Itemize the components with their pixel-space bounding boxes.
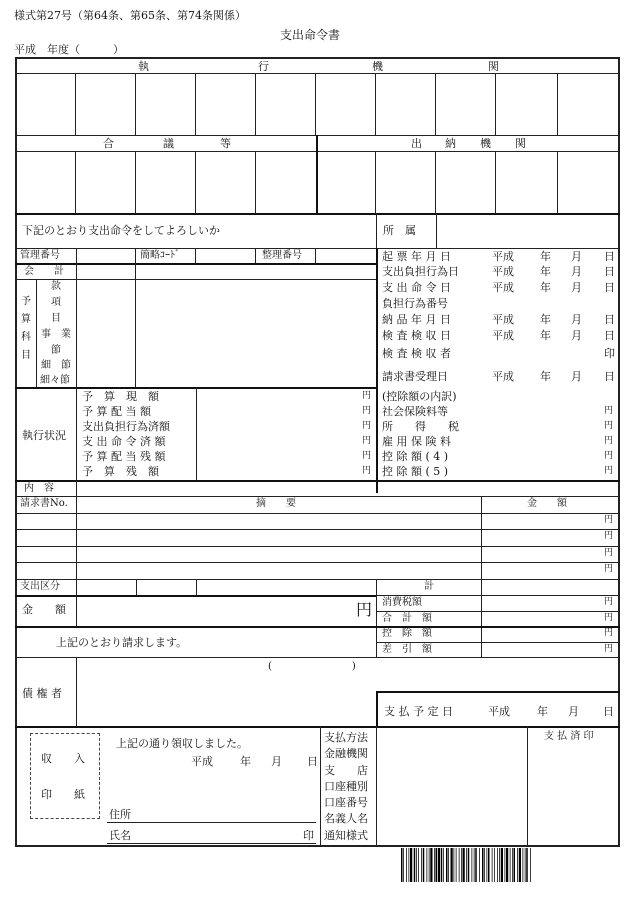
right-date-year-3: 年 bbox=[540, 281, 551, 294]
receipt-date-era: 平成 bbox=[191, 755, 213, 768]
barcode-bar bbox=[443, 848, 444, 882]
barcode-bar bbox=[474, 848, 475, 882]
deduction-row-2: 所 得 税 bbox=[382, 420, 459, 433]
received-statement: 上記の通り領収しました。 bbox=[116, 737, 248, 750]
right-date-label-3: 支 出 命 令 日 bbox=[382, 281, 451, 294]
right-date-era-8: 平成 bbox=[492, 370, 514, 383]
barcode bbox=[401, 848, 620, 882]
seikyu-yen-3: 円 bbox=[604, 548, 614, 558]
right-date-month-6: 月 bbox=[571, 329, 582, 342]
right-date-month-8: 月 bbox=[571, 370, 582, 383]
fiscal-year-label: 平成 年度（ ） bbox=[14, 43, 124, 56]
total-yen-3: 円 bbox=[604, 628, 614, 638]
barcode-bar bbox=[484, 848, 485, 882]
receipt-date-year: 年 bbox=[240, 755, 251, 768]
seikyu-yen-4: 円 bbox=[604, 564, 614, 574]
total-label-4: 差 引 額 bbox=[382, 644, 432, 655]
right-date-era-2: 平成 bbox=[492, 265, 514, 278]
barcode-bar bbox=[436, 848, 438, 882]
shiharai-yotei-era: 平成 bbox=[488, 705, 510, 718]
right-date-month-5: 月 bbox=[571, 313, 582, 326]
kei-label: 計 bbox=[424, 581, 434, 592]
right-date-month-3: 月 bbox=[571, 281, 582, 294]
deduction-row-3: 雇 用 保 険 料 bbox=[382, 435, 451, 448]
shiharai-yotei-year: 年 bbox=[537, 705, 548, 718]
barcode-bar bbox=[510, 848, 511, 882]
barcode-bar bbox=[494, 848, 495, 882]
kou-label: 項 bbox=[51, 297, 61, 308]
yosan-char-2: 算 bbox=[21, 314, 31, 325]
request-line: 下記のとおり支出命令をしてよろしいか bbox=[22, 224, 220, 237]
suitou-label-2: 納 bbox=[445, 137, 456, 150]
naiyou-label: 内 容 bbox=[24, 483, 54, 494]
right-date-era-1: 平成 bbox=[492, 250, 514, 263]
shikko-label-3: 機 bbox=[372, 60, 383, 73]
kingaku-label: 金 額 bbox=[22, 603, 66, 616]
saisetsu-label: 細 節 bbox=[41, 360, 71, 371]
payment-label-6: 名義人名 bbox=[324, 812, 368, 825]
barcode-bar bbox=[446, 848, 448, 882]
barcode-bar bbox=[472, 848, 473, 882]
barcode-bar bbox=[466, 848, 467, 882]
barcode-bar bbox=[506, 848, 508, 882]
barcode-bar bbox=[416, 848, 417, 882]
shiharai-yotei-month: 月 bbox=[568, 705, 579, 718]
total-label-1: 消費税額 bbox=[382, 597, 422, 608]
barcode-bar bbox=[530, 848, 531, 882]
barcode-bar bbox=[468, 848, 470, 882]
right-date-label-1: 起 票 年 月 日 bbox=[382, 250, 451, 263]
payment-label-4: 口座種別 bbox=[324, 780, 368, 793]
kaikei-label: 会 計 bbox=[24, 266, 64, 277]
yosan-char-3: 科 bbox=[21, 332, 31, 343]
barcode-bar bbox=[448, 848, 449, 882]
barcode-bar bbox=[409, 848, 410, 882]
gougi-label-2: 議 bbox=[163, 137, 174, 150]
barcode-bar bbox=[401, 848, 403, 882]
barcode-bar bbox=[514, 848, 516, 882]
shikko-yen-5: 円 bbox=[362, 451, 372, 461]
right-date-day-6: 日 bbox=[604, 329, 615, 342]
barcode-bar bbox=[438, 848, 440, 882]
shikko-label-4: 関 bbox=[488, 60, 499, 73]
suitou-label-3: 機 bbox=[480, 137, 491, 150]
seikyu-statement: 上記のとおり請求します。 bbox=[56, 636, 188, 649]
barcode-bar bbox=[406, 848, 407, 882]
right-date-year-6: 年 bbox=[540, 329, 551, 342]
barcode-bar bbox=[451, 848, 453, 882]
right-date-day-5: 日 bbox=[604, 313, 615, 326]
seiri-number-label: 整理番号 bbox=[262, 250, 302, 261]
form-title: 支出命令書 bbox=[280, 28, 341, 42]
barcode-bar bbox=[421, 848, 422, 882]
barcode-bar bbox=[492, 848, 493, 882]
right-date-day-2: 日 bbox=[604, 265, 615, 278]
shikko-yen-1: 円 bbox=[362, 391, 372, 401]
saikensha-paren: ( ) bbox=[268, 661, 356, 672]
setsu-label: 節 bbox=[51, 345, 61, 356]
right-date-label-5: 納 品 年 月 日 bbox=[382, 313, 451, 326]
barcode-bar bbox=[517, 848, 518, 882]
total-yen-1: 円 bbox=[604, 597, 614, 607]
barcode-bar bbox=[479, 848, 480, 882]
barcode-bar bbox=[501, 848, 503, 882]
total-label-3: 控 除 額 bbox=[382, 628, 432, 639]
barcode-bar bbox=[459, 848, 460, 882]
form-number: 様式第27号（第64条、第65条、第74条関係） bbox=[14, 9, 246, 22]
barcode-bar bbox=[418, 848, 419, 882]
right-date-era-6: 平成 bbox=[492, 329, 514, 342]
deduction-yen-2: 円 bbox=[604, 421, 614, 431]
gougi-label-3: 等 bbox=[220, 137, 231, 150]
total-label-2: 合 計 額 bbox=[382, 613, 432, 624]
deduction-yen-3: 円 bbox=[604, 436, 614, 446]
shikko-yen-2: 円 bbox=[362, 406, 372, 416]
payment-label-5: 口座番号 bbox=[324, 796, 368, 809]
right-date-day-3: 日 bbox=[604, 281, 615, 294]
deduction-yen-1: 円 bbox=[604, 406, 614, 416]
kanri-number-label: 管理番号 bbox=[20, 250, 60, 261]
shiharai-yotei-label: 支 払 予 定 日 bbox=[384, 705, 453, 718]
barcode-bar bbox=[414, 848, 416, 882]
payment-label-3: 支 店 bbox=[324, 764, 368, 777]
revenue-stamp-box bbox=[30, 733, 100, 819]
shikko-yen-4: 円 bbox=[362, 436, 372, 446]
address-label: 住所 bbox=[109, 808, 131, 821]
deduction-row-1: 社会保険料等 bbox=[382, 405, 448, 418]
moku-label: 目 bbox=[51, 313, 61, 324]
ryaku-code-label: 簡略ｺｰﾄﾞ bbox=[140, 250, 180, 261]
right-date-year-1: 年 bbox=[540, 250, 551, 263]
right-date-label-2: 支出負担行為日 bbox=[382, 265, 459, 278]
jigyou-label: 事 業 bbox=[41, 329, 71, 340]
saikensha-label: 債 権 者 bbox=[22, 687, 62, 700]
saisaisetsu-label: 細々節 bbox=[40, 375, 70, 386]
kan-label: 款 bbox=[51, 281, 61, 292]
shikko-row-5: 予 算 配 当 残 額 bbox=[82, 450, 166, 463]
barcode-bar bbox=[441, 848, 443, 882]
shikko-row-6: 予 算 残 額 bbox=[82, 465, 159, 478]
barcode-bar bbox=[497, 848, 498, 882]
right-date-era-3: 平成 bbox=[492, 281, 514, 294]
barcode-bar bbox=[512, 848, 513, 882]
shikko-yen-6: 円 bbox=[362, 466, 372, 476]
right-date-month-1: 月 bbox=[571, 250, 582, 263]
right-date-year-8: 年 bbox=[540, 370, 551, 383]
right-date-label-8: 請求書受理日 bbox=[382, 370, 448, 383]
barcode-bar bbox=[463, 848, 465, 882]
payment-label-7: 通知様式 bbox=[324, 829, 368, 842]
barcode-bar bbox=[505, 848, 506, 882]
suitou-label-4: 関 bbox=[515, 137, 526, 150]
shikko-row-1: 予 算 現 額 bbox=[82, 390, 159, 403]
shikko-status-label: 執行状況 bbox=[22, 429, 66, 442]
barcode-bar bbox=[499, 848, 500, 882]
seikyu-yen-2: 円 bbox=[604, 531, 614, 541]
kingaku-header: 金 額 bbox=[527, 498, 567, 509]
stamp-label-2: 印 紙 bbox=[41, 788, 85, 801]
seikyu-number-label: 請求書No. bbox=[20, 498, 68, 509]
total-yen-4: 円 bbox=[604, 644, 614, 654]
barcode-bar bbox=[475, 848, 477, 882]
barcode-bar bbox=[525, 848, 526, 882]
shikko-row-4: 支 出 命 令 済 額 bbox=[82, 435, 166, 448]
shiharai-yotei-day: 日 bbox=[603, 705, 614, 718]
right-date-year-2: 年 bbox=[540, 265, 551, 278]
shikko-yen-3: 円 bbox=[362, 421, 372, 431]
suitou-label-1: 出 bbox=[411, 137, 422, 150]
barcode-bar bbox=[482, 848, 484, 882]
barcode-bar bbox=[430, 848, 432, 882]
yosan-char-1: 予 bbox=[21, 296, 31, 307]
deductions-title: (控除額の内訳) bbox=[382, 390, 457, 403]
barcode-bar bbox=[403, 848, 404, 882]
barcode-bar bbox=[427, 848, 428, 882]
barcode-bar bbox=[488, 848, 490, 882]
payment-label-1: 支払方法 bbox=[324, 731, 368, 744]
shikko-label-2: 行 bbox=[258, 60, 269, 73]
gougi-label-1: 合 bbox=[103, 137, 114, 150]
receipt-date-month: 月 bbox=[271, 755, 282, 768]
barcode-bar bbox=[487, 848, 488, 882]
barcode-bar bbox=[523, 848, 524, 882]
right-date-label-7: 検 査 検 収 者 bbox=[382, 347, 451, 360]
seikyu-yen-1: 円 bbox=[604, 515, 614, 525]
barcode-bar bbox=[410, 848, 412, 882]
receipt-date-day: 日 bbox=[307, 755, 318, 768]
name-seal: 印 bbox=[303, 829, 314, 842]
barcode-bar bbox=[461, 848, 462, 882]
barcode-bar bbox=[456, 848, 457, 882]
shikko-row-2: 予 算 配 当 額 bbox=[82, 405, 151, 418]
barcode-bar bbox=[526, 848, 528, 882]
right-date-label-4: 負担行為番号 bbox=[382, 297, 448, 310]
barcode-bar bbox=[519, 848, 521, 882]
right-date-day-8: 日 bbox=[604, 370, 615, 383]
shikko-row-3: 支出負担行為済額 bbox=[82, 420, 170, 433]
barcode-bar bbox=[429, 848, 430, 882]
right-date-year-5: 年 bbox=[540, 313, 551, 326]
kingaku-yen-big: 円 bbox=[356, 600, 373, 619]
payment-label-2: 金融機関 bbox=[324, 747, 368, 760]
yosan-char-4: 目 bbox=[21, 350, 31, 361]
right-date-month-2: 月 bbox=[571, 265, 582, 278]
right-date-day-1: 日 bbox=[604, 250, 615, 263]
total-yen-2: 円 bbox=[604, 613, 614, 623]
shiharai-zumi-label: 支 払 済 印 bbox=[544, 731, 594, 742]
barcode-bar bbox=[423, 848, 425, 882]
deduction-row-4: 控 除 額 ( 4 ) bbox=[382, 450, 449, 463]
barcode-bar bbox=[454, 848, 455, 882]
shikko-label-1: 執 bbox=[138, 60, 149, 73]
barcode-bar bbox=[434, 848, 435, 882]
right-date-era-5: 平成 bbox=[492, 313, 514, 326]
deduction-yen-5: 円 bbox=[604, 466, 614, 476]
stamp-label-1: 収 入 bbox=[41, 752, 85, 765]
name-label: 氏名 bbox=[109, 829, 131, 842]
shozoku-label: 所 属 bbox=[383, 224, 416, 237]
deduction-row-5: 控 除 額 ( 5 ) bbox=[382, 465, 449, 478]
right-date-label-6: 検 査 検 収 日 bbox=[382, 329, 451, 342]
tekiyou-header: 摘 要 bbox=[256, 498, 296, 509]
right-date-seal-7: 印 bbox=[604, 347, 615, 360]
deduction-yen-4: 円 bbox=[604, 451, 614, 461]
shishutsu-kubun-label: 支出区分 bbox=[20, 581, 60, 592]
